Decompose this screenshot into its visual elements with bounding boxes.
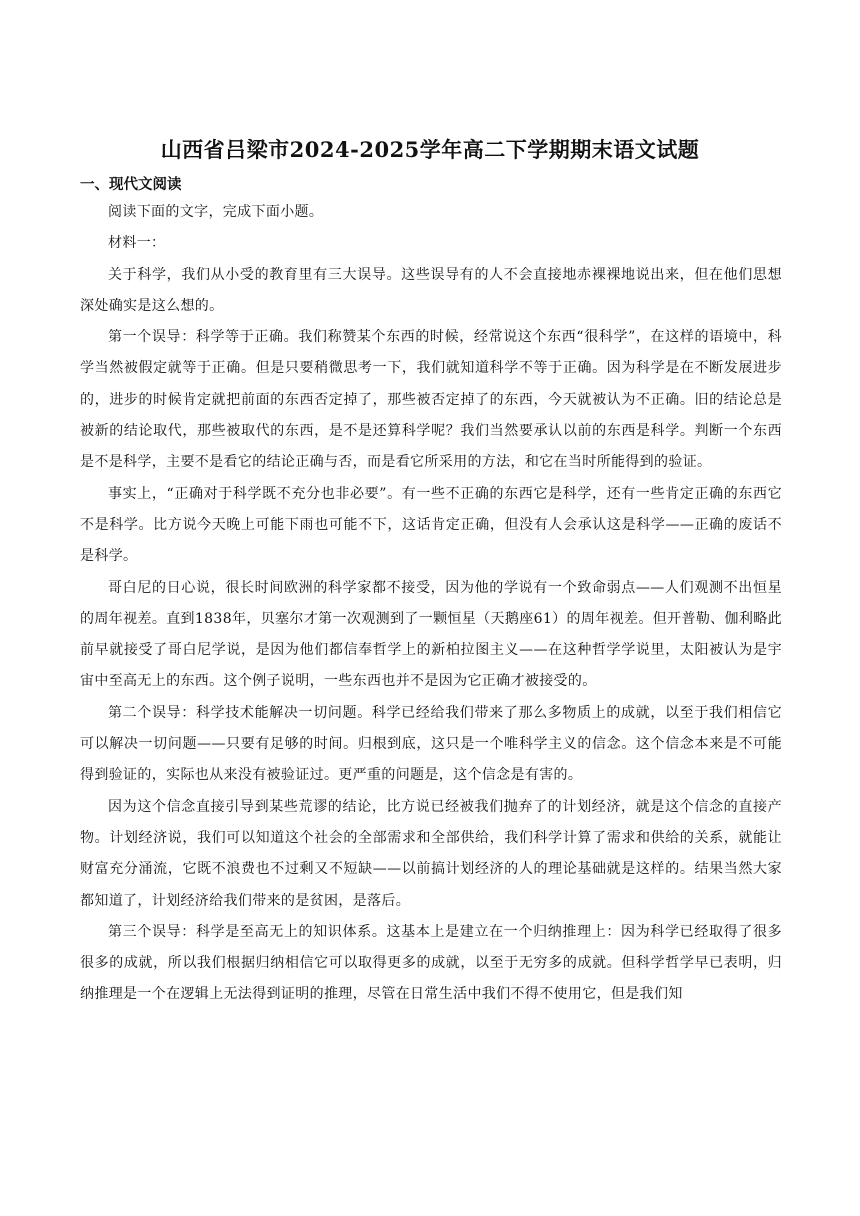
- paragraph: 哥白尼的日心说，很长时间欧洲的科学家都不接受，因为他的学说有一个致命弱点——人们观测不出恒星的周年视差。直到1838年，贝塞尔才第一次观测到了一颗恒星（天鹅座61）的周年视差。但开普勒、伽利略此前早就接受了哥白尼学说，是因为他们都信奉哲学上的新柏拉图主义——在这种哲学学说里，太阳被认为是宇宙中至高无上的东西。这个例子说明，一些东西也并不是因为它正确才被接受的。: [80, 579, 782, 690]
- section-heading: 一、现代文阅读: [80, 176, 182, 193]
- paragraph-material-label: 材料一：: [108, 235, 166, 252]
- paragraph: 关于科学，我们从小受的教育里有三大误导。这些误导有的人不会直接地赤裸裸地说出来，但在他们思想深处确实是这么想的。: [80, 266, 782, 314]
- paragraph: 第二个误导：科学技术能解决一切问题。科学已经给我们带来了那么多物质上的成就，以至于我们相信它可以解决一切问题——只要有足够的时间。归根到底，这只是一个唯科学主义的信念。这个信念本来是不可能得到验证的，实际也从来没有被验证过。更严重的问题是，这个信念是有害的。: [80, 704, 782, 784]
- paragraph: 因为这个信念直接引导到某些荒谬的结论，比方说已经被我们抛弃了的计划经济，就是这个信念的直接产物。计划经济说，我们可以知道这个社会的全部需求和全部供给，我们科学计算了需求和供给的关系，就能让财富充分涌流，它既不浪费也不过剩又不短缺——以前搞计划经济的人的理论基础就是这样的。结果当然大家都知道了，计划经济给我们带来的是贫困，是落后。: [80, 798, 782, 909]
- reading-passage: [80, 197, 782, 1011]
- paragraph-instruction: 阅读下面的文字，完成下面小题。: [108, 204, 324, 220]
- exam-title: 山西省吕梁市2024-2025学年高二下学期期末语文试题: [160, 137, 700, 162]
- paragraph: 事实上，“正确对于科学既不充分也非必要”。有一些不正确的东西它是科学，还有一些肯定正确的东西它不是科学。比方说今天晚上可能下雨也可能不下，这话肯定正确，但没有人会承认这是科学——正确的废话不是科学。: [80, 485, 782, 565]
- paragraph: 第三个误导：科学是至高无上的知识体系。这基本上是建立在一个归纳推理上：因为科学已经取得了很多很多的成就，所以我们根据归纳相信它可以取得更多的成就，以至于无穷多的成就。但科学哲学早已表明，归纳推理是一个在逻辑上无法得到证明的推理，尽管在日常生活中我们不得不使用它，但是我们知: [80, 923, 782, 1003]
- paragraph: 第一个误导：科学等于正确。我们称赞某个东西的时候，经常说这个东西“很科学”，在这样的语境中，科学当然被假定就等于正确。但是只要稍微思考一下，我们就知道科学不等于正确。因为科学是在不断发展进步的，进步的时候肯定就把前面的东西否定掉了，那些被否定掉了的东西，今天就被认为不正确。旧的结论总是被新的结论取代，那些被取代的东西，是不是还算科学呢？我们当然要承认以前的东西是科学。判断一个东西是不是科学，主要不是看它的结论正确与否，而是看它所采用的方法，和它在当时所能得到的验证。: [80, 329, 782, 471]
